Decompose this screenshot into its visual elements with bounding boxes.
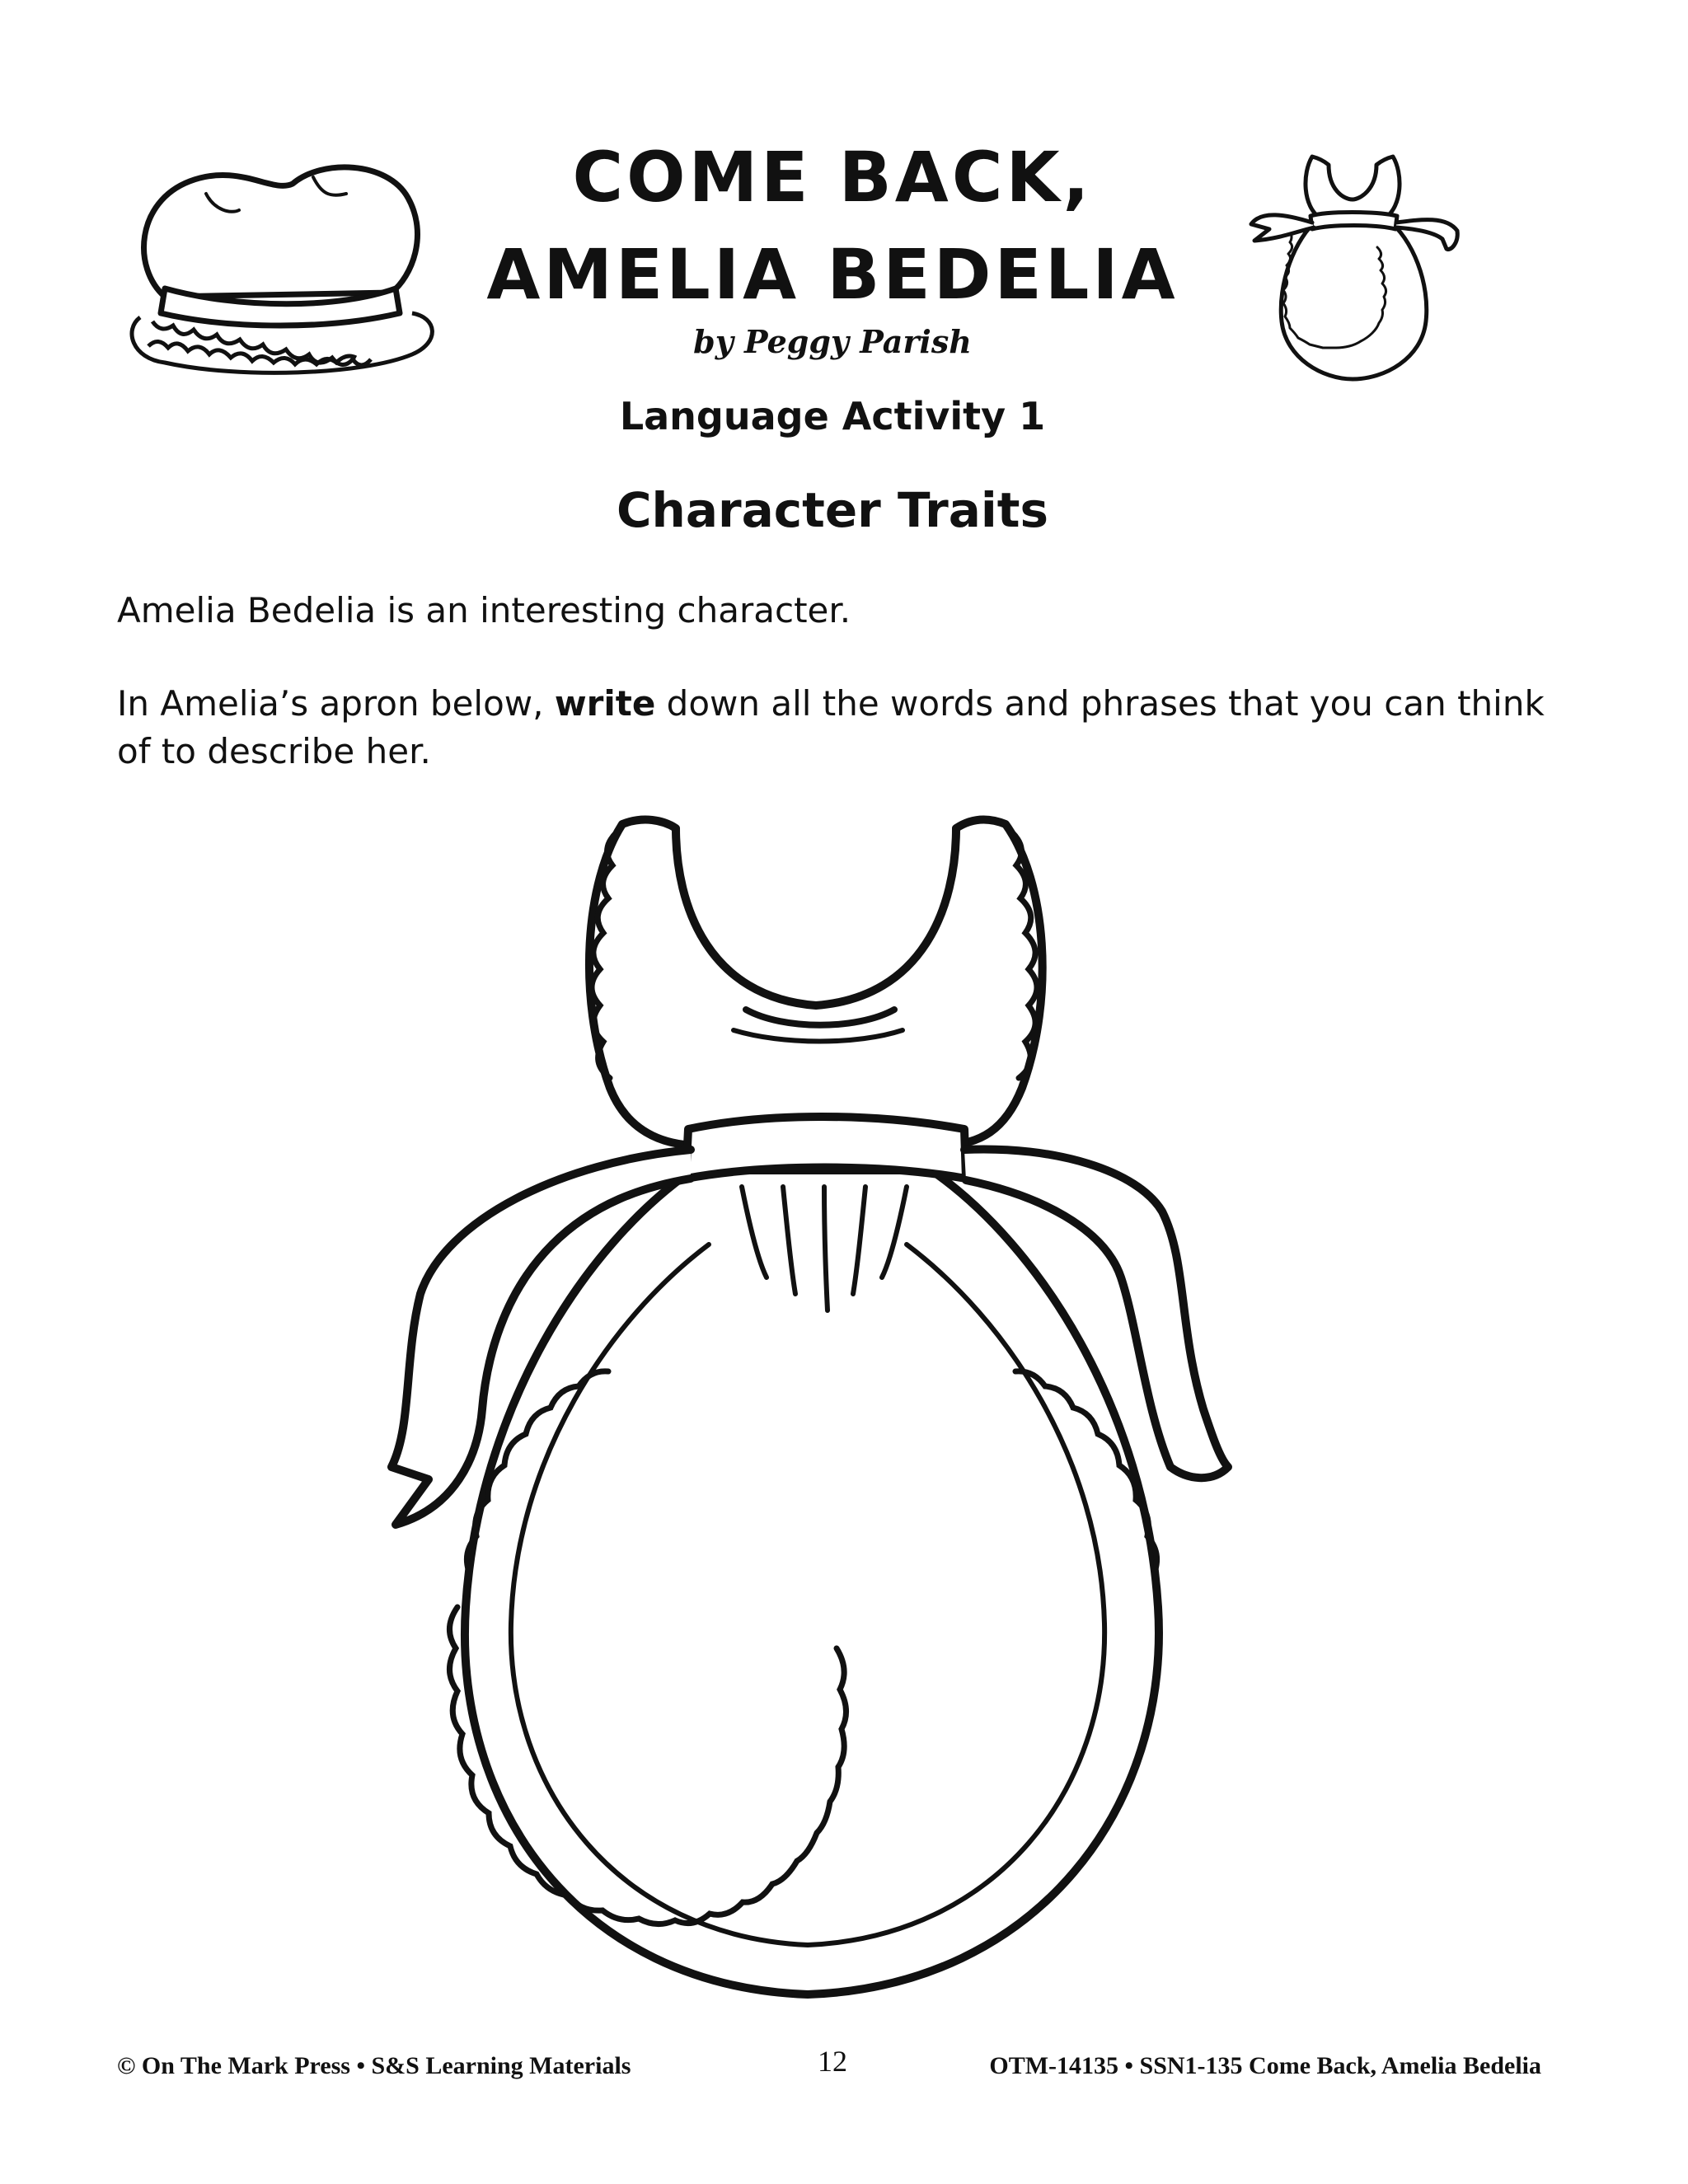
apron-outline [313, 783, 1311, 2036]
intro-text: Amelia Bedelia is an interesting character. [117, 590, 851, 630]
instruction-text [117, 680, 1568, 776]
apron-icon [1245, 140, 1467, 387]
footer-publisher: © On The Mark Press • S&S Learning Materials [117, 2052, 631, 2079]
title-line-1: COME BACK, [572, 137, 1093, 218]
instruction-emphasis: write [554, 683, 656, 724]
footer-book-code: OTM-14135 • SSN1-135 Come Back, Amelia Bedelia [989, 2052, 1541, 2079]
activity-label: Language Activity 1 [619, 394, 1046, 438]
instruction-part-2: down all the words and phrases that you can think of to describe her. [117, 683, 1545, 771]
section-heading: Character Traits [616, 482, 1049, 538]
title-line-2: AMELIA BEDELIA [486, 234, 1179, 315]
author: by Peggy Parish [693, 323, 972, 360]
page-number: 12 [818, 2045, 847, 2078]
hat-icon [115, 144, 445, 383]
instruction-part-1: In Amelia’s apron below, [117, 683, 555, 724]
